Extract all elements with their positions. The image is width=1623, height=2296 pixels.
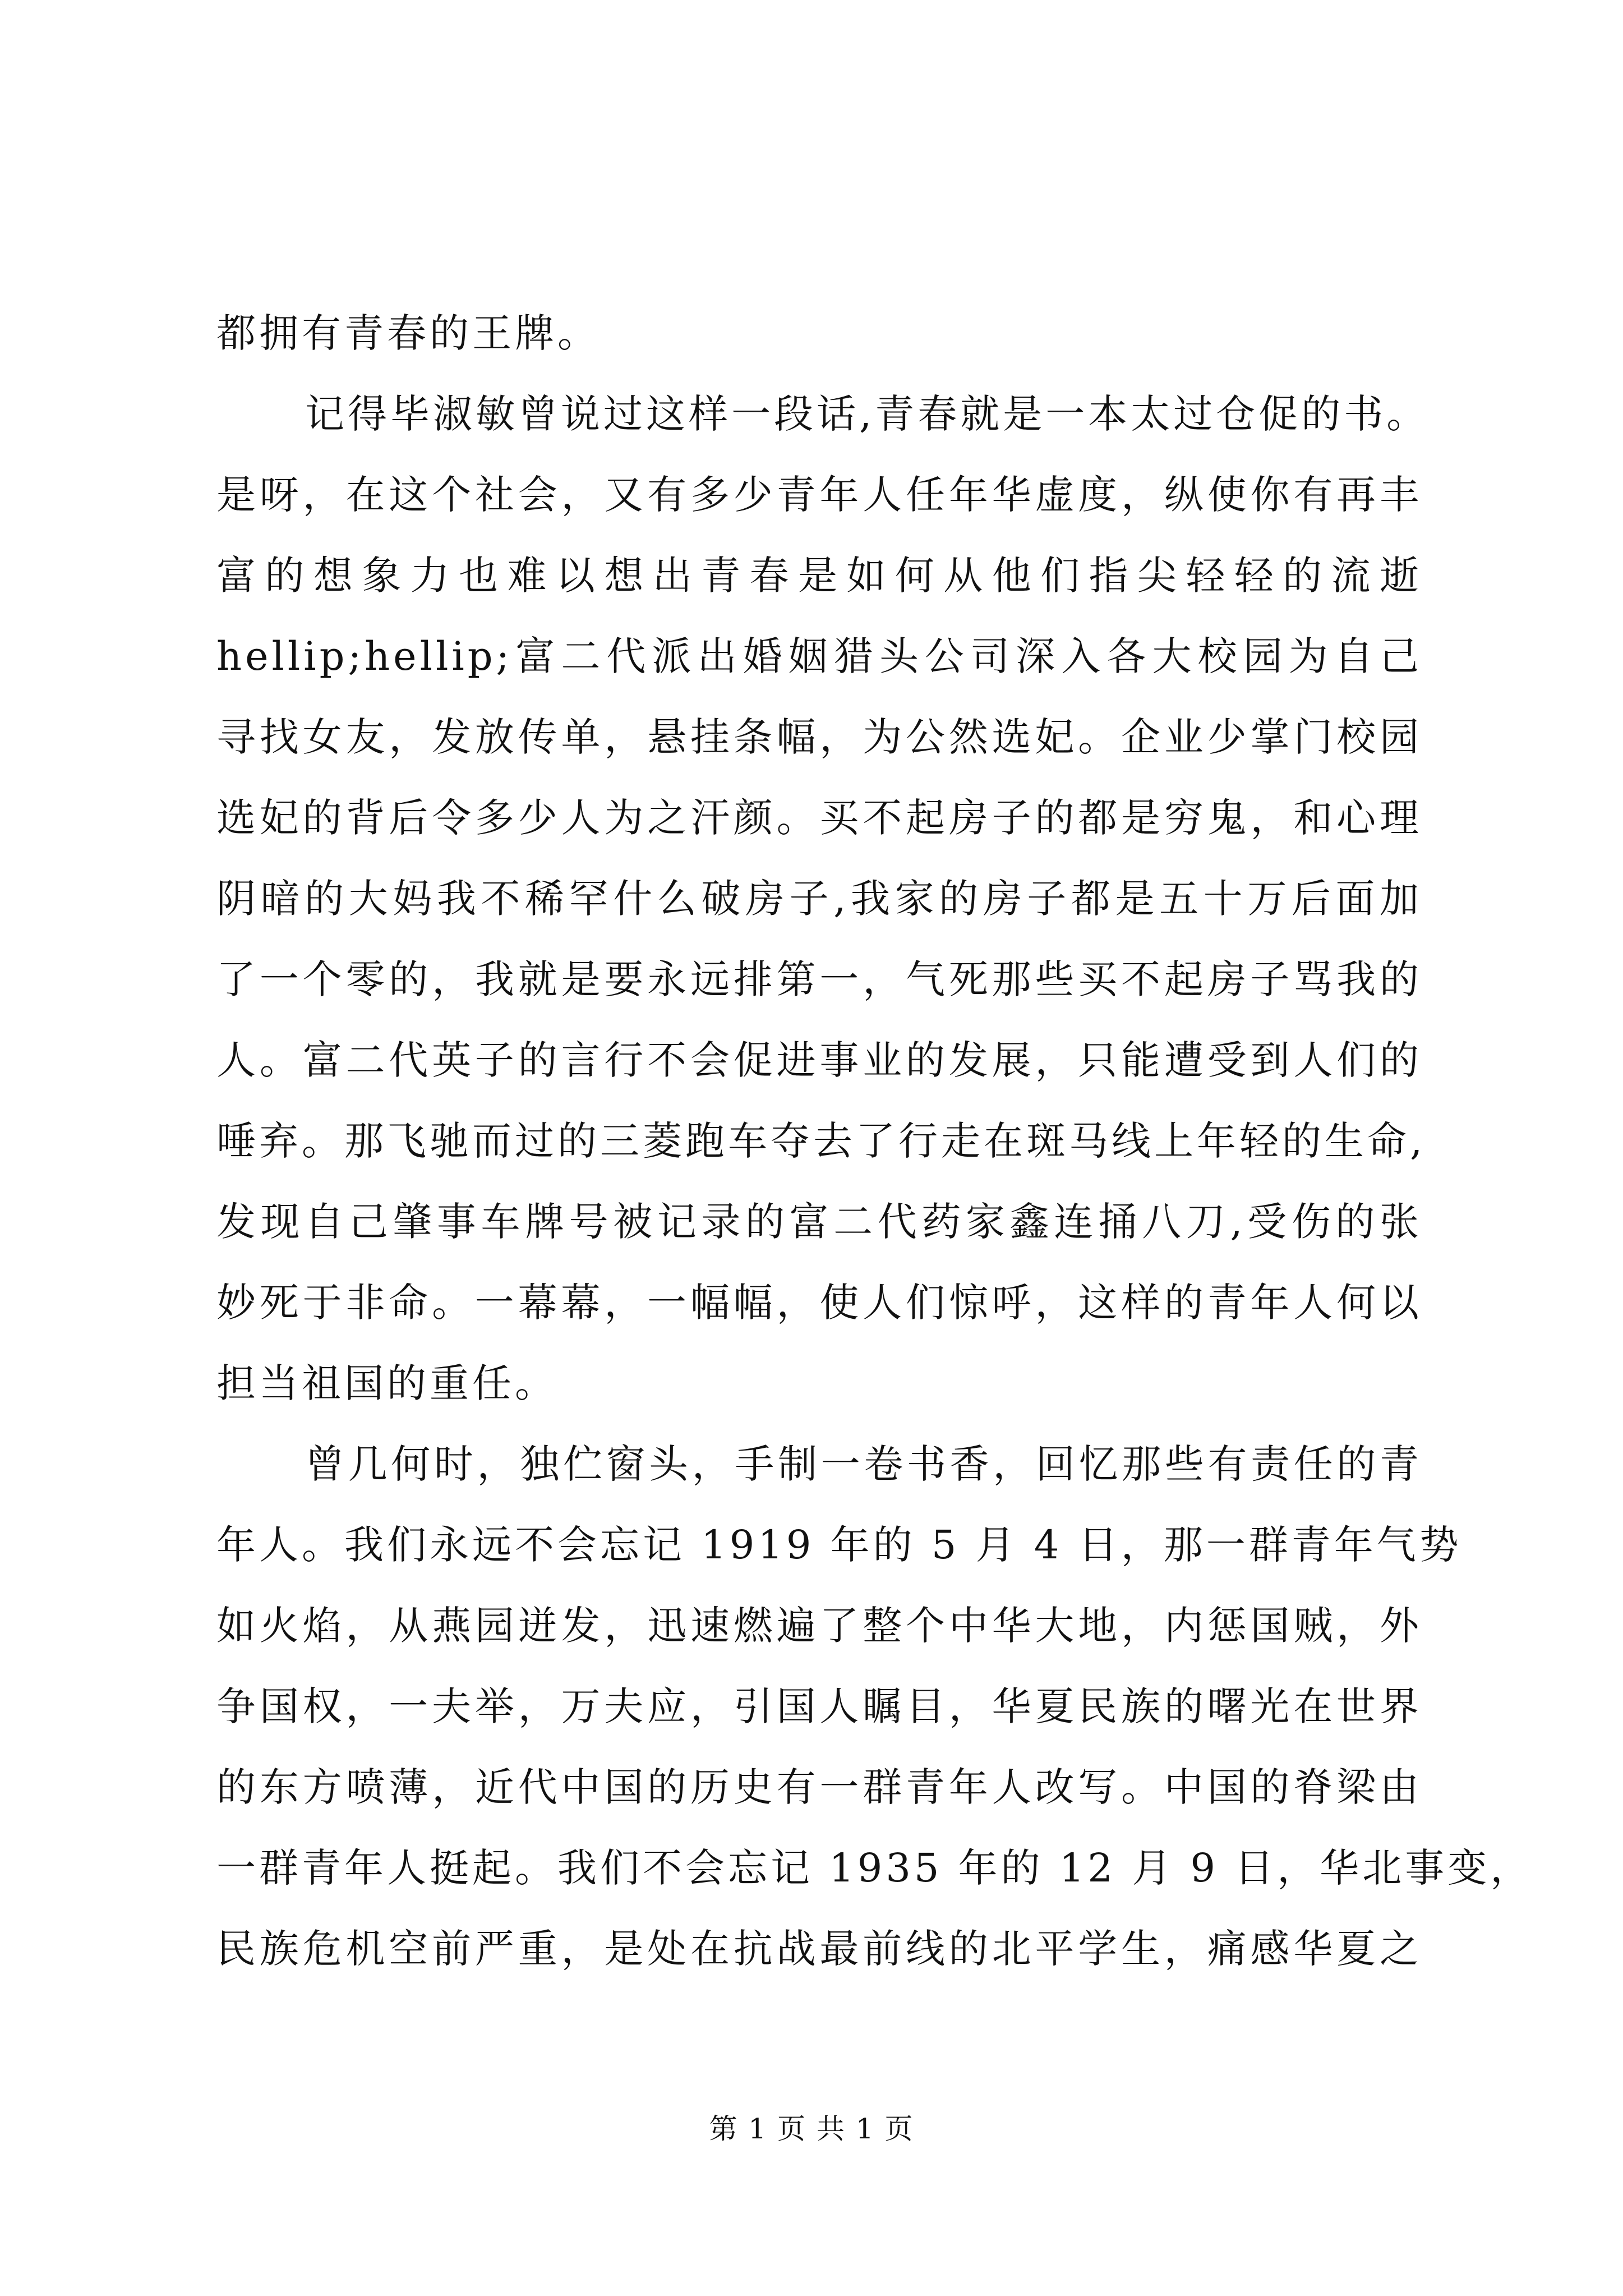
text-line-3: 是呀，在这个社会，又有多少青年人任年华虚度，纵使你有再丰 — [216, 472, 1422, 518]
text-line-5: hellip;hellip;富二代派出婚姻猎头公司深入各大校园为自己 — [216, 633, 1422, 679]
text-line-12: 发现自己肇事车牌号被记录的富二代药家鑫连捅八刀,受伤的张 — [216, 1199, 1422, 1245]
text-line-9: 了一个零的，我就是要永远排第一，气死那些买不起房子骂我的 — [216, 956, 1422, 1002]
text-line-6: 寻找女友，发放传单，悬挂条幅，为公然选妃。企业少掌门校园 — [216, 714, 1422, 760]
text-line-4: 富的想象力也难以想出青春是如何从他们指尖轻轻的流逝 — [216, 553, 1422, 599]
text-line-15: 曾几何时，独伫窗头，手制一卷书香，回忆那些有责任的青 — [305, 1441, 1422, 1487]
text-line-1: 都拥有青春的王牌。 — [216, 310, 600, 356]
text-line-11: 唾弃。那飞驰而过的三菱跑车夺去了行走在斑马线上年轻的生命, — [216, 1118, 1426, 1164]
text-line-7: 选妃的背后令多少人为之汗颜。买不起房子的都是穷鬼，和心理 — [216, 795, 1422, 841]
text-line-13: 妙死于非命。一幕幕，一幅幅，使人们惊呼，这样的青年人何以 — [216, 1280, 1422, 1326]
text-line-17: 如火焰，从燕园迸发，迅速燃遍了整个中华大地，内惩国贼，外 — [216, 1603, 1422, 1649]
text-line-2: 记得毕淑敏曾说过这样一段话,青春就是一本太过仓促的书。 — [305, 391, 1430, 437]
text-line-16: 年人。我们永远不会忘记 1919 年的 5 月 4 日，那一群青年气势 — [216, 1522, 1462, 1568]
text-line-18: 争国权，一夫举，万夫应，引国人瞩目，华夏民族的曙光在世界 — [216, 1683, 1422, 1729]
text-line-20: 一群青年人挺起。我们不会忘记 1935 年的 12 月 9 日，华北事变， — [216, 1845, 1533, 1891]
text-line-21: 民族危机空前严重，是处在抗战最前线的北平学生，痛感华夏之 — [216, 1926, 1422, 1972]
text-line-14: 担当祖国的重任。 — [216, 1360, 557, 1406]
text-line-10: 人。富二代英子的言行不会促进事业的发展，只能遭受到人们的 — [216, 1037, 1422, 1083]
document-body — [216, 293, 1533, 1989]
text-line-19: 的东方喷薄，近代中国的历史有一群青年人改写。中国的脊梁由 — [216, 1764, 1422, 1810]
text-line-8: 阴暗的大妈我不稀罕什么破房子,我家的房子都是五十万后面加 — [216, 876, 1422, 922]
page-number-footer: 第 1 页 共 1 页 — [709, 2113, 914, 2145]
